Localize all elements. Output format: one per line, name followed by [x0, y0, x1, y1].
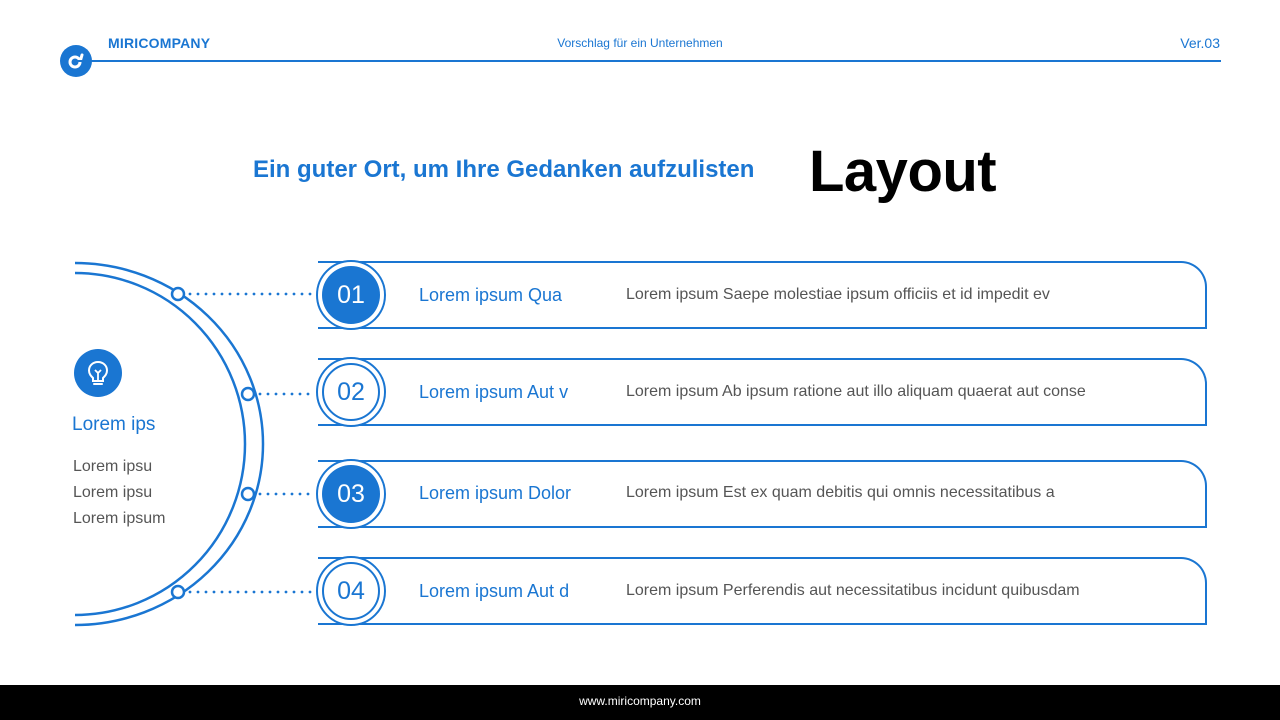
item-number-badge-4 — [316, 556, 386, 626]
item-description-1: Lorem ipsum Saepe molestiae ipsum officiis et id impedit ev — [626, 286, 1050, 303]
connector-dot — [275, 493, 278, 496]
connector-dot — [221, 293, 224, 296]
connector-3 — [259, 493, 310, 496]
connector-dot — [245, 591, 248, 594]
connector-dot — [261, 591, 264, 594]
page-title: Layout — [809, 139, 997, 204]
left-panel-line: Lorem ipsu — [73, 458, 153, 475]
connector-node-1 — [172, 288, 184, 300]
connector-dot — [293, 591, 296, 594]
connector-dot — [309, 591, 312, 594]
connector-dot — [285, 293, 288, 296]
connector-dot — [307, 493, 310, 496]
version-label: Ver.03 — [1180, 35, 1220, 51]
connector-dot — [293, 293, 296, 296]
item-description-4: Lorem ipsum Perferendis aut necessitatibus incidunt quibusdam — [626, 582, 1080, 599]
connector-dot — [283, 493, 286, 496]
left-panel-line: Lorem ipsum — [73, 510, 166, 527]
connector-dot — [197, 293, 200, 296]
item-label-4: Lorem ipsum Aut d — [419, 581, 570, 601]
item-number-4: 04 — [322, 562, 380, 620]
connector-node-2 — [242, 388, 254, 400]
item-description-2: Lorem ipsum Ab ipsum ratione aut illo aliquam quaerat aut conse — [626, 383, 1086, 400]
connector-dot — [245, 293, 248, 296]
connector-dot — [213, 591, 216, 594]
brand-name: MIRICOMPANY — [108, 35, 211, 51]
lightbulb-icon — [74, 349, 122, 397]
connector-dot — [285, 591, 288, 594]
connector-1 — [189, 293, 312, 296]
connector-dot — [259, 493, 262, 496]
connector-dot — [277, 591, 280, 594]
connector-dot — [229, 293, 232, 296]
left-panel-title: Lorem ips — [72, 414, 156, 435]
connector-dot — [237, 591, 240, 594]
page-subtitle: Ein guter Ort, um Ihre Gedanken aufzulisten — [253, 156, 755, 183]
outer-arc — [75, 263, 263, 625]
inner-arc — [75, 273, 245, 615]
item-label-1: Lorem ipsum Qua — [419, 285, 563, 305]
item-number-1: 01 — [322, 266, 380, 324]
connector-dot — [205, 293, 208, 296]
connector-dot — [197, 591, 200, 594]
connector-dot — [299, 393, 302, 396]
connector-node-4 — [172, 586, 184, 598]
connector-4 — [189, 591, 312, 594]
item-number-badge-2 — [316, 357, 386, 427]
connector-2 — [259, 393, 310, 396]
left-panel-lines — [73, 454, 165, 532]
connector-dot — [291, 393, 294, 396]
connector-dot — [267, 493, 270, 496]
item-number-3: 03 — [322, 465, 380, 523]
connector-dot — [205, 591, 208, 594]
connector-dot — [237, 293, 240, 296]
connector-dot — [267, 393, 270, 396]
connector-dot — [259, 393, 262, 396]
connector-dot — [307, 393, 310, 396]
connector-dot — [253, 293, 256, 296]
connector-dot — [269, 591, 272, 594]
connector-dot — [189, 293, 192, 296]
connector-dot — [277, 293, 280, 296]
footer — [0, 685, 1280, 720]
connector-dot — [253, 591, 256, 594]
connector-node-3 — [242, 488, 254, 500]
header-subtitle: Vorschlag für ein Unternehmen — [557, 36, 723, 50]
connector-dot — [269, 293, 272, 296]
item-number-2: 02 — [322, 363, 380, 421]
item-number-badge-3 — [316, 459, 386, 529]
connector-dot — [301, 293, 304, 296]
connector-dot — [301, 591, 304, 594]
connector-dot — [189, 591, 192, 594]
footer-url: www.miricompany.com — [579, 694, 701, 708]
connector-dot — [299, 493, 302, 496]
item-number-badge-1 — [316, 260, 386, 330]
connector-dot — [309, 293, 312, 296]
item-label-3: Lorem ipsum Dolor — [419, 483, 572, 503]
connector-dot — [213, 293, 216, 296]
connector-dot — [229, 591, 232, 594]
connector-dot — [283, 393, 286, 396]
item-label-2: Lorem ipsum Aut v — [419, 382, 569, 402]
item-description-3: Lorem ipsum Est ex quam debitis qui omnis necessitatibus a — [626, 484, 1055, 501]
connector-dot — [291, 493, 294, 496]
connector-dot — [275, 393, 278, 396]
left-panel-line: Lorem ipsu — [73, 484, 153, 501]
connector-dot — [221, 591, 224, 594]
connector-dot — [261, 293, 264, 296]
